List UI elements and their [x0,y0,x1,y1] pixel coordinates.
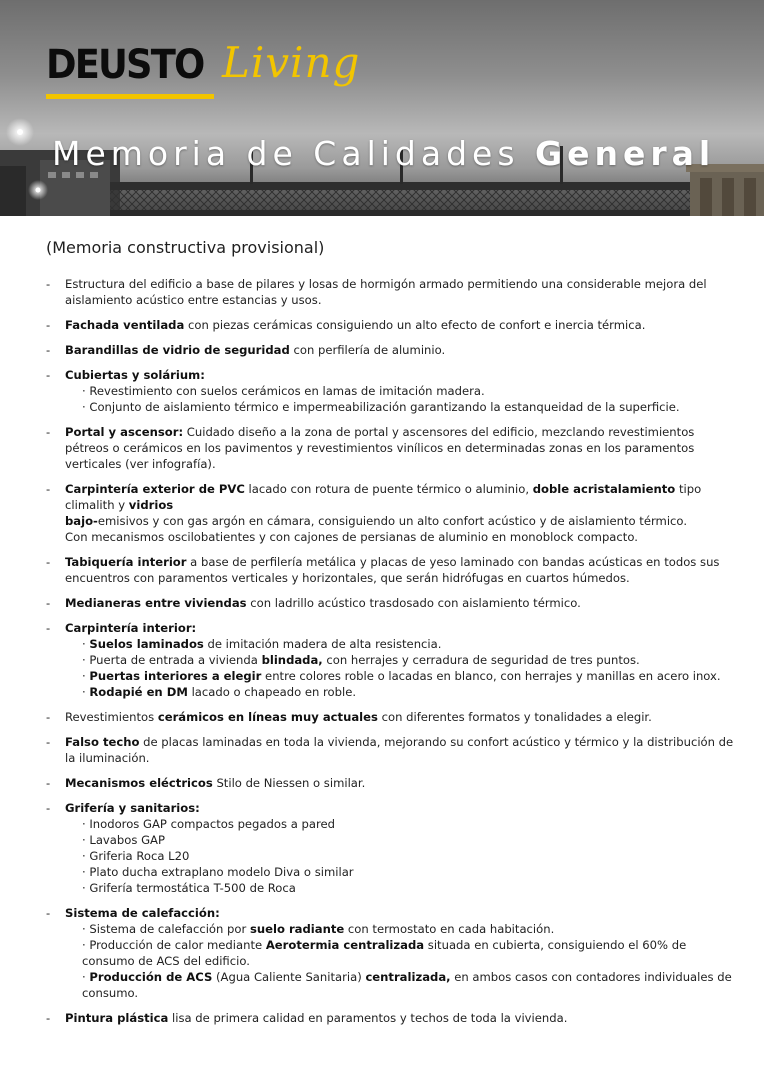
spec-text-bold: bajo- [65,514,98,528]
spec-text: lacado con rotura de puente térmico o aluminio, [244,482,533,496]
spec-line [65,800,736,816]
spec-text-bold: Fachada ventilada [65,318,185,332]
spec-text-bold: Mecanismos eléctricos [65,776,213,790]
spec-line [65,969,736,1001]
spec-line [65,383,736,399]
spec-item [46,424,736,472]
spec-text-bold: Suelos laminados [89,637,204,651]
spec-text: · Plato ducha extraplano modelo Diva o similar [82,865,354,879]
bullet-dash: - [46,906,51,920]
spec-text: tipo climalith y [65,482,702,512]
bullet-dash: - [46,735,51,749]
spec-text: · Conjunto de aislamiento térmico e impermeabilización garantizando la estanqueidad de la superficie. [82,400,680,414]
spec-line [65,775,736,791]
spec-item [46,276,736,308]
spec-text-bold: Medianeras entre viviendas [65,596,247,610]
spec-text-bold: Rodapié en DM [89,685,188,699]
spec-line [65,595,736,611]
specification-list [46,276,736,1035]
page-title-bold: General [535,134,716,173]
spec-line [65,684,736,700]
spec-line [65,276,736,308]
spec-item [46,317,736,333]
spec-line [65,668,736,684]
spec-text-bold: Falso techo [65,735,140,749]
spec-text: · Inodoros GAP compactos pegados a pared [82,817,335,831]
spec-item [46,800,736,896]
spec-text-bold: blindada, [261,653,323,667]
spec-text-bold: Carpintería exterior de PVC [65,482,245,496]
spec-text: con diferentes formatos y tonalidades a elegir. [377,710,652,724]
spec-text: Cuidado diseño a la zona de portal y ascensores del edificio, mezclando revestimientos pétreos o cerámicos en los pavimentos y revestimientos vinílicos en determinadas zonas en los paramentos verticales (ver infografía). [65,425,695,471]
spec-text: con termostato en cada habitación. [344,922,555,936]
spec-text: · Revestimiento con suelos cerámicos en lamas de imitación madera. [82,384,485,398]
spec-item [46,905,736,1001]
spec-line [65,636,736,652]
spec-text: Stilo de Niessen o similar. [212,776,366,790]
spec-text: · [82,669,90,683]
bridge-photo [0,0,764,216]
spec-text: en ambos casos con contadores individuales de consumo. [82,970,732,1000]
spec-line [65,513,736,529]
spec-text: · [82,685,90,699]
spec-line [65,937,736,969]
bullet-dash: - [46,343,51,357]
spec-text: situada en cubierta, consiguiendo el 60% de consumo de ACS del edificio. [82,938,687,968]
spec-text-bold: Barandillas de vidrio de seguridad [65,343,290,357]
spec-text: a base de perfilería metálica y placas de yeso laminado con bandas acústicas en todos sus encuentros con paramentos verticales y horizontales, que serán hidrófugas en cuartos húmedos. [65,555,720,585]
spec-text-bold: Carpintería interior: [65,621,197,635]
spec-item [46,775,736,791]
spec-text-bold: suelo radiante [249,922,345,936]
bullet-dash: - [46,555,51,569]
bullet-dash: - [46,482,51,496]
spec-text-bold: vidrios [128,498,174,512]
spec-text-bold: centralizada, [365,970,451,984]
spec-item [46,1010,736,1026]
bullet-dash: - [46,1011,51,1025]
spec-line [65,399,736,415]
spec-text: de placas laminadas en toda la vivienda, mejorando su confort acústico y térmico y la distribución de la iluminación. [65,735,734,765]
spec-text: Revestimientos [65,710,158,724]
spec-line [65,880,736,896]
bullet-dash: - [46,801,51,815]
bullet-dash: - [46,425,51,439]
spec-text: · Grifería termostática T-500 de Roca [82,881,296,895]
spec-line [65,905,736,921]
spec-text-bold: doble acristalamiento [532,482,676,496]
spec-line [65,317,736,333]
spec-text: · Puerta de entrada a vivienda [82,653,262,667]
spec-text-bold: Producción de ACS [89,970,213,984]
spec-text: con piezas cerámicas consiguiendo un alto efecto de confort e inercia térmica. [184,318,646,332]
spec-item [46,342,736,358]
spec-text: lacado o chapeado en roble. [187,685,357,699]
spec-text-bold: Portal y ascensor: [65,425,184,439]
spec-text: con ladrillo acústico trasdosado con aislamiento térmico. [246,596,581,610]
spec-text: · Sistema de calefacción por [82,922,250,936]
spec-text: Estructura del edificio a base de pilares y losas de hormigón armado permitiendo una considerable mejora del aislamiento acústico entre estancias y usos. [65,277,707,307]
spec-item [46,554,736,586]
spec-line [65,367,736,383]
spec-item [46,620,736,700]
header-banner [0,0,764,216]
deusto-living-logo [46,38,386,102]
spec-text: · Lavabos GAP [82,833,165,847]
spec-text: de imitación madera de alta resistencia. [203,637,442,651]
spec-text-bold: cerámicos en líneas muy actuales [157,710,378,724]
spec-line [65,481,736,513]
bullet-dash: - [46,776,51,790]
logo-living-text: Living [222,38,361,87]
spec-text-bold: Tabiquería interior [65,555,187,569]
spec-text: · Producción de calor mediante [82,938,266,952]
spec-item [46,709,736,725]
spec-text: · [82,970,90,984]
logo-underline [46,94,214,99]
page-title [52,134,752,173]
bullet-dash: - [46,368,51,382]
spec-line [65,620,736,636]
bullet-dash: - [46,318,51,332]
spec-line [65,1010,736,1026]
spec-line [65,529,736,545]
spec-text-bold: Aerotermia centralizada [265,938,425,952]
spec-text: Con mecanismos oscilobatientes y con cajones de persianas de aluminio en monoblock compacto. [65,530,638,544]
spec-text-bold: Cubiertas y solárium: [65,368,205,382]
bullet-dash: - [46,621,51,635]
spec-item [46,481,736,545]
spec-item [46,595,736,611]
spec-text-bold: Puertas interiores a elegir [89,669,262,683]
spec-line [65,816,736,832]
logo-brand-text: DEUSTO [46,42,204,88]
spec-text: · Griferia Roca L20 [82,849,190,863]
spec-text-bold: Sistema de calefacción: [65,906,220,920]
spec-text: · [82,637,90,651]
spec-text: emisivos y con gas argón en cámara, consiguiendo un alto confort acústico y de aislamiento térmico. [97,514,688,528]
spec-item [46,734,736,766]
spec-text: lisa de primera calidad en paramentos y techos de toda la vivienda. [168,1011,568,1025]
spec-text: (Agua Caliente Sanitaria) [212,970,366,984]
bullet-dash: - [46,710,51,724]
spec-line [65,652,736,668]
spec-text: con herrajes y cerradura de seguridad de tres puntos. [322,653,640,667]
spec-item [46,367,736,415]
spec-line [65,864,736,880]
spec-line [65,921,736,937]
spec-line [65,832,736,848]
spec-text: entre colores roble o lacadas en blanco, con herrajes y manillas en acero inox. [261,669,721,683]
spec-line [65,709,736,725]
spec-line [65,342,736,358]
bullet-dash: - [46,277,51,291]
spec-line [65,848,736,864]
spec-text-bold: Pintura plástica [65,1011,169,1025]
document-subtitle: (Memoria constructiva provisional) [46,238,325,257]
spec-line [65,734,736,766]
spec-text-bold: Grifería y sanitarios: [65,801,200,815]
spec-line [65,554,736,586]
spec-text: con perfilería de aluminio. [289,343,446,357]
page-title-light: Memoria de Calidades [52,134,520,173]
bullet-dash: - [46,596,51,610]
spec-line [65,424,736,472]
